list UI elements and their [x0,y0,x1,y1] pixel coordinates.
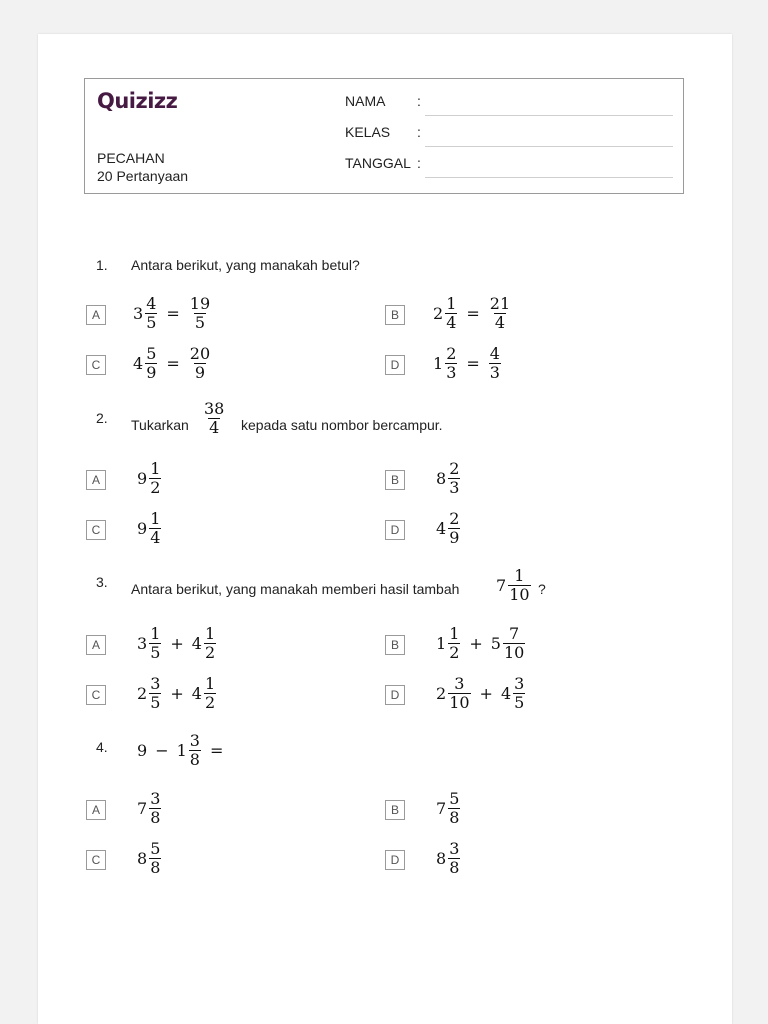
option-4a[interactable]: 7 $\frac{3}{8}$ [137,789,161,827]
quizizz-logo: Quizizz [97,89,178,113]
fraction: $\frac{3}{8}$ [449,839,460,877]
option-letter-d[interactable]: D [385,850,405,870]
question-number: 4. [96,739,108,755]
fraction: $\frac{1}{2}$ [150,459,161,497]
name-label: NAMA [345,93,386,109]
option-4b[interactable]: 7 $\frac{5}{8}$ [436,789,460,827]
class-colon: : [417,124,421,140]
option-letter-a[interactable]: A [86,635,106,655]
option-1b[interactable]: 2 $\frac{1}{4}$ = $\frac{21}{4}$ [433,294,511,332]
question-number: 1. [96,257,108,273]
option-2d[interactable]: 4 $\frac{2}{9}$ [436,509,460,547]
option-letter-b[interactable]: B [385,470,405,490]
option-2c[interactable]: 9 $\frac{1}{4}$ [137,509,161,547]
question-3 [38,566,638,614]
class-field [345,124,675,144]
question-number: 2. [96,410,108,426]
option-letter-d[interactable]: D [385,685,405,705]
worksheet-header [84,78,684,194]
fraction: $\frac{1}{5}$ [150,624,161,662]
option-letter-c[interactable]: C [86,850,106,870]
fraction: $\frac{2}{3}$ [449,459,460,497]
option-3a[interactable]: 3 $\frac{1}{5}$ + 4 $\frac{1}{2}$ [137,624,216,662]
worksheet-page [38,34,732,1024]
fraction: $\frac{5}{8}$ [150,839,161,877]
option-letter-a[interactable]: A [86,800,106,820]
option-1a[interactable]: 3 $\frac{4}{5}$ = $\frac{19}{5}$ [133,294,211,332]
date-label: TANGGAL [345,155,411,171]
fraction: $\frac{19}{5}$ [189,294,211,332]
option-3b[interactable]: 1 $\frac{1}{2}$ + 5 $\frac{7}{10}$ [436,624,525,662]
question-2 [38,399,638,450]
question-fraction: $\frac{38}{4}$ [204,399,225,437]
option-letter-c[interactable]: C [86,355,106,375]
fraction: $\frac{5}{8}$ [449,789,460,827]
class-label: KELAS [345,124,391,140]
option-3c[interactable]: 2 $\frac{3}{5}$ + 4 $\frac{1}{2}$ [137,674,216,712]
fraction: $\frac{3}{10}$ [449,674,470,712]
fraction: $\frac{21}{4}$ [489,294,511,332]
fraction: $\frac{4}{5}$ [146,294,157,332]
option-letter-b[interactable]: B [385,800,405,820]
option-4d[interactable]: 8 $\frac{3}{8}$ [436,839,460,877]
fraction: $\frac{7}{10}$ [503,624,525,662]
class-line[interactable] [425,146,673,147]
option-letter-d[interactable]: D [385,355,405,375]
option-letter-a[interactable]: A [86,470,106,490]
fraction: $\frac{5}{9}$ [146,344,157,382]
date-field [345,155,675,175]
fraction: $\frac{1}{2}$ [204,674,216,712]
fraction: $\frac{1}{4}$ [150,509,161,547]
option-4c[interactable]: 8 $\frac{5}{8}$ [137,839,161,877]
topic-title: PECAHAN [97,150,165,166]
question-mixed-number: 7 $\frac{1}{10}$ [496,566,530,604]
option-letter-b[interactable]: B [385,305,405,325]
fraction: $\frac{3}{5}$ [514,674,525,712]
fraction: $\frac{20}{9}$ [189,344,211,382]
date-line[interactable] [425,177,673,178]
question-number: 3. [96,574,108,590]
question-text-after: kepada satu nombor bercampur. [241,417,443,433]
question-expression: 9 − 1 $\frac{3}{8}$ = [137,731,224,769]
option-1d[interactable]: 1 $\frac{2}{3}$ = $\frac{4}{3}$ [433,344,500,382]
fraction: $\frac{3}{5}$ [150,674,161,712]
option-letter-b[interactable]: B [385,635,405,655]
fraction: $\frac{1}{2}$ [449,624,460,662]
option-3d[interactable]: 2 $\frac{3}{10}$ + 4 $\frac{3}{5}$ [436,674,525,712]
question-text: Antara berikut, yang manakah betul? [131,257,360,273]
fraction: $\frac{2}{9}$ [449,509,460,547]
fraction: $\frac{1}{4}$ [446,294,457,332]
option-letter-c[interactable]: C [86,520,106,540]
name-field [345,93,675,113]
option-letter-d[interactable]: D [385,520,405,540]
name-colon: : [417,93,421,109]
question-text: Antara berikut, yang manakah memberi hasil tambah [131,581,460,597]
question-count: 20 Pertanyaan [97,168,189,184]
option-letter-c[interactable]: C [86,685,106,705]
fraction: $\frac{4}{3}$ [489,344,500,382]
fraction: $\frac{3}{8}$ [150,789,161,827]
option-2b[interactable]: 8 $\frac{2}{3}$ [436,459,460,497]
topic-block [97,149,188,185]
fraction: $\frac{1}{2}$ [204,624,216,662]
date-colon: : [417,155,421,171]
question-text-before: Tukarkan [131,417,189,433]
fraction: $\frac{2}{3}$ [446,344,457,382]
name-line[interactable] [425,115,673,116]
question-4 [38,731,638,779]
option-letter-a[interactable]: A [86,305,106,325]
option-1c[interactable]: 4 $\frac{5}{9}$ = $\frac{20}{9}$ [133,344,211,382]
option-2a[interactable]: 9 $\frac{1}{2}$ [137,459,161,497]
question-suffix: ? [538,581,546,597]
